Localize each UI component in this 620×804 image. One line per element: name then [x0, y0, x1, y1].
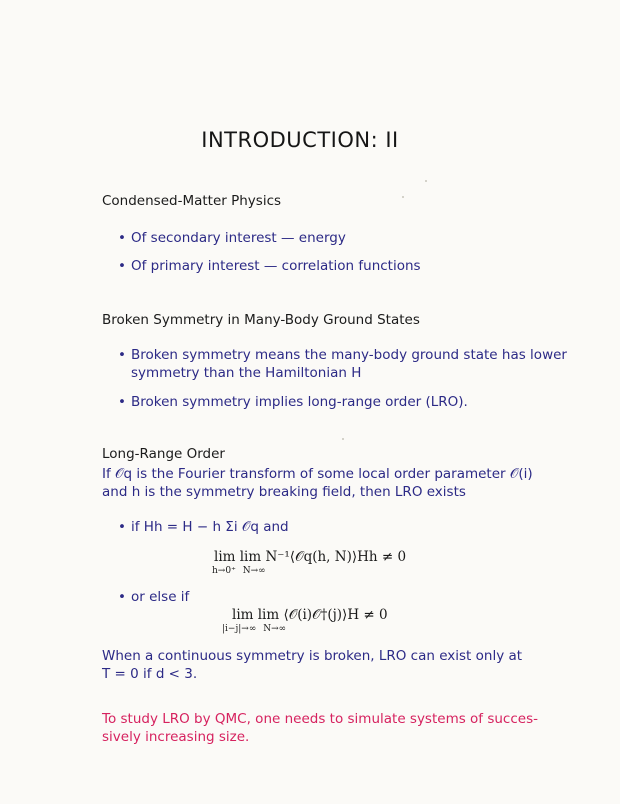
- qmc-note: [102, 710, 538, 746]
- bullet-text: Broken symmetry implies long-range order (LRO).: [131, 394, 468, 410]
- heading-condensed-matter: Condensed-Matter Physics: [102, 193, 282, 209]
- bullet-text-continued: symmetry than the Hamiltonian H: [131, 365, 362, 381]
- bullet-secondary-interest: [118, 229, 346, 247]
- equation-1: [214, 549, 406, 565]
- bullet-broken-symmetry-means: [118, 346, 567, 382]
- bullet-if-hh: [118, 518, 289, 536]
- lro-line-1: If 𝒪q is the Fourier transform of some local order parameter 𝒪(i): [102, 466, 533, 482]
- bullet-dot-icon: •: [118, 589, 126, 605]
- continuous-symmetry-note: [102, 647, 522, 683]
- equation-1-text: lim lim N⁻¹⟨𝒪q(h, N)⟩Hh ≠ 0: [214, 549, 407, 565]
- lro-line-2: and h is the symmetry breaking field, then LRO exists: [102, 484, 466, 500]
- bullet-text: or else if: [131, 589, 190, 605]
- bullet-dot-icon: •: [118, 347, 126, 363]
- page-title: INTRODUCTION: II: [201, 128, 399, 152]
- bullet-primary-interest: [118, 257, 421, 275]
- bullet-or-else-if: [118, 588, 189, 606]
- bullet-dot-icon: •: [118, 230, 126, 246]
- continuous-line-2: T = 0 if d < 3.: [102, 666, 198, 682]
- bullet-text: Of secondary interest — energy: [131, 230, 346, 246]
- bullet-dot-icon: •: [118, 519, 126, 535]
- bullet-text: Of primary interest — correlation functions: [131, 258, 421, 274]
- bullet-text: Broken symmetry means the many-body ground state has lower: [131, 347, 567, 363]
- qmc-line-2: sively increasing size.: [102, 729, 250, 745]
- equation-2-limits: [222, 624, 286, 634]
- equation-2: [232, 607, 388, 623]
- paper-speck: [342, 438, 344, 440]
- continuous-line-1: When a continuous symmetry is broken, LRO can exist only at: [102, 648, 523, 664]
- equation-1-limits: [212, 566, 266, 576]
- equation-1-limit-n: N→∞: [242, 566, 266, 576]
- paper-speck: [402, 196, 404, 198]
- lro-definition: [102, 465, 533, 501]
- equation-2-text: lim lim ⟨𝒪(i)𝒪†(j)⟩H ≠ 0: [232, 607, 388, 623]
- equation-2-limit-ij: |i−j|→∞: [222, 624, 257, 634]
- bullet-dot-icon: •: [118, 258, 126, 274]
- bullet-dot-icon: •: [118, 394, 126, 410]
- bullet-text: if Hh = H − h Σi 𝒪q and: [131, 519, 289, 535]
- qmc-line-1: To study LRO by QMC, one needs to simulate systems of succes-: [102, 711, 538, 727]
- equation-2-limit-n: N→∞: [263, 624, 287, 634]
- equation-1-limit-h: h→0⁺: [212, 566, 236, 576]
- heading-broken-symmetry: Broken Symmetry in Many-Body Ground States: [102, 312, 420, 328]
- bullet-broken-symmetry-implies: [118, 393, 468, 411]
- heading-long-range-order: Long-Range Order: [102, 446, 225, 462]
- paper-speck: [425, 180, 427, 182]
